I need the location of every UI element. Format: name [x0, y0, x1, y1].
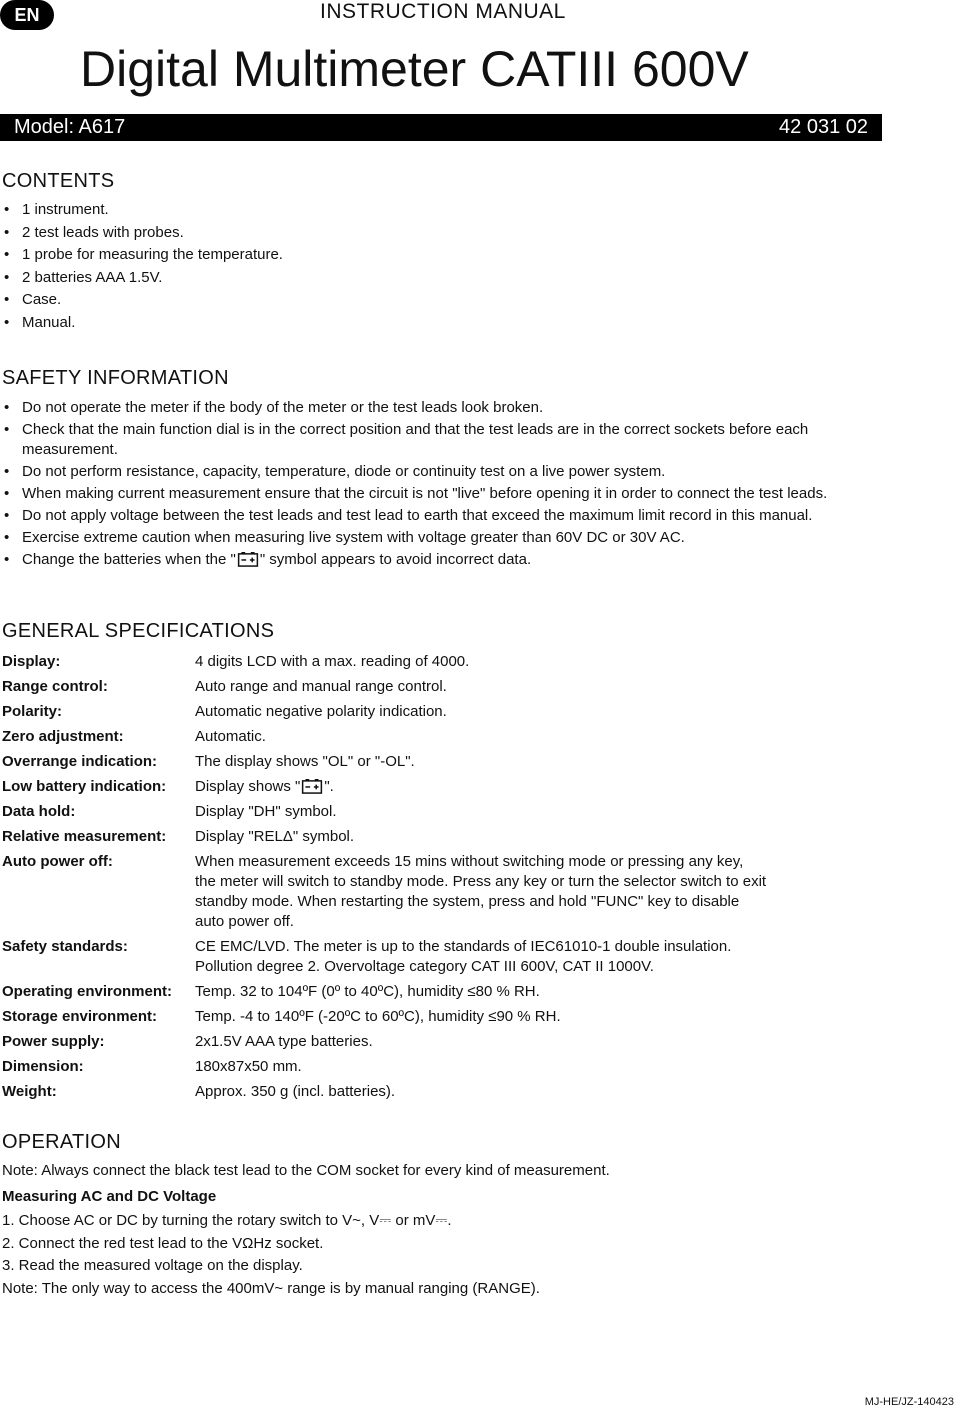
table-row [2, 937, 882, 982]
list-item: • Do not apply voltage between the test leads and test lead to earth that exceed the maximum limit record in this manual. [2, 506, 882, 526]
spec-value: 180x87x50 mm. [195, 1058, 302, 1075]
spec-value [195, 937, 882, 982]
operation-heading: OPERATION [2, 1131, 122, 1153]
list-item: • Exercise extreme caution when measuring live system with voltage greater than 60V DC or 30V AC. [2, 528, 882, 548]
spec-value: Display "DH" symbol. [195, 803, 337, 820]
table-row [2, 777, 882, 802]
battery-icon [237, 552, 259, 567]
spec-label: Overrange indication: [2, 753, 158, 770]
battery-icon [301, 779, 323, 794]
model-number: Model: A617 [14, 116, 126, 138]
safety-list [2, 398, 882, 570]
list-item: • 2 test leads with probes. [2, 222, 902, 245]
operation-note: Note: The only way to access the 400mV~ range is by manual ranging (RANGE). [2, 1279, 540, 1297]
list-item: • Do not perform resistance, capacity, temperature, diode or continuity test on a live power system. [2, 462, 882, 482]
spec-label: Power supply: [2, 1033, 105, 1050]
table-row [2, 1007, 882, 1032]
operation-section [2, 1131, 902, 1300]
spec-label: Data hold: [2, 803, 76, 820]
spec-label: Weight: [2, 1083, 57, 1100]
spec-value: Auto range and manual range control. [195, 678, 447, 695]
spec-label: Operating environment: [2, 983, 173, 1000]
spec-label: Relative measurement: [2, 828, 167, 845]
spec-value: Display "RELΔ" symbol. [195, 828, 355, 845]
spec-label: Range control: [2, 678, 108, 695]
table-row [2, 652, 882, 677]
spec-value-line: Pollution degree 2. Overvoltage category CAT III 600V, CAT II 1000V. [195, 958, 654, 975]
spec-label: Zero adjustment: [2, 728, 124, 745]
contents-list [2, 199, 902, 334]
table-row [2, 702, 882, 727]
spec-value: The display shows "OL" or "-OL". [195, 753, 415, 770]
spec-value: 4 digits LCD with a max. reading of 4000. [195, 653, 470, 670]
list-item: • Check that the main function dial is in the correct position and that the test leads are in the correct sockets before each measurement. [2, 420, 882, 460]
spec-value-line: CE EMC/LVD. The meter is up to the standards of IEC61010-1 double insulation. [195, 938, 732, 955]
list-item [2, 550, 882, 570]
low-battery-text-before: Display shows " [195, 778, 301, 795]
spec-value: Approx. 350 g (incl. batteries). [195, 1083, 396, 1100]
operation-step: 2. Connect the red test lead to the VΩHz socket. [2, 1234, 324, 1252]
operation-note: Note: Always connect the black test lead to the COM socket for every kind of measurement. [2, 1162, 610, 1179]
list-item: • 1 probe for measuring the temperature. [2, 244, 902, 267]
spec-value: Automatic. [195, 728, 266, 745]
table-row [2, 802, 882, 827]
document-title: Digital Multimeter CATIII 600V [80, 41, 749, 97]
operation-step: 3. Read the measured voltage on the display. [2, 1257, 303, 1274]
list-item: • When making current measurement ensure that the circuit is not "live" before opening it in order to connect the test leads. [2, 484, 882, 504]
language-badge [0, 0, 54, 30]
spec-label: Dimension: [2, 1058, 84, 1075]
contents-heading: CONTENTS [2, 170, 115, 192]
language-code: EN [14, 4, 40, 25]
spec-value: Temp. -4 to 140ºF (-20ºC to 60ºC), humidity ≤90 % RH. [195, 1008, 561, 1025]
spec-value [195, 852, 882, 937]
specifications-section [2, 620, 902, 1107]
safety-section [2, 367, 902, 572]
spec-label: Polarity: [2, 703, 63, 720]
spec-value: 2x1.5V AAA type batteries. [195, 1033, 373, 1050]
table-row [2, 1057, 882, 1082]
list-item: • Case. [2, 289, 902, 312]
spec-value-line: auto power off. [195, 913, 294, 930]
battery-text-before: Change the batteries when the " [22, 551, 236, 568]
list-item: • Manual. [2, 312, 902, 335]
document-type-label: INSTRUCTION MANUAL [320, 0, 566, 23]
operation-body [2, 1160, 902, 1300]
specifications-heading: GENERAL SPECIFICATIONS [2, 620, 275, 642]
article-number: 42 031 02 [779, 116, 868, 138]
table-row [2, 982, 882, 1007]
spec-value-line: the meter will switch to standby mode. Press any key or turn the selector switch to exit [195, 873, 767, 890]
spec-label: Display: [2, 653, 61, 670]
list-item: • 1 instrument. [2, 199, 902, 222]
list-item: • 2 batteries AAA 1.5V. [2, 267, 902, 290]
spec-value-line: When measurement exceeds 15 mins without switching mode or pressing any key, [195, 853, 744, 870]
table-row [2, 1032, 882, 1057]
spec-label: Low battery indication: [2, 778, 167, 795]
model-bar [0, 114, 882, 141]
footer-code: MJ-HE/JZ-140423 [864, 1396, 954, 1408]
list-item: • Do not operate the meter if the body of the meter or the test leads look broken. [2, 398, 882, 418]
specifications-table [2, 652, 882, 1107]
spec-value: Temp. 32 to 104ºF (0º to 40ºC), humidity ≤80 % RH. [195, 983, 540, 1000]
table-row [2, 727, 882, 752]
spec-value-line: standby mode. When restarting the system, press and hold "FUNC" key to disable [195, 893, 740, 910]
safety-heading: SAFETY INFORMATION [2, 367, 229, 389]
spec-value: Automatic negative polarity indication. [195, 703, 447, 720]
spec-label: Storage environment: [2, 1008, 158, 1025]
spec-label: Safety standards: [2, 938, 128, 955]
spec-label: Auto power off: [2, 853, 113, 870]
operation-subheading: Measuring AC and DC Voltage [2, 1187, 217, 1205]
contents-section [2, 170, 902, 334]
table-row [2, 752, 882, 777]
low-battery-text-after: ". [324, 778, 334, 795]
battery-text-after: " symbol appears to avoid incorrect data. [259, 551, 532, 568]
spec-value [195, 777, 882, 802]
operation-step: 1. Choose AC or DC by turning the rotary switch to V~, V⎓ or mV⎓. [2, 1212, 452, 1229]
table-row [2, 677, 882, 702]
table-row [2, 852, 882, 937]
table-row [2, 1082, 882, 1107]
table-row [2, 827, 882, 852]
